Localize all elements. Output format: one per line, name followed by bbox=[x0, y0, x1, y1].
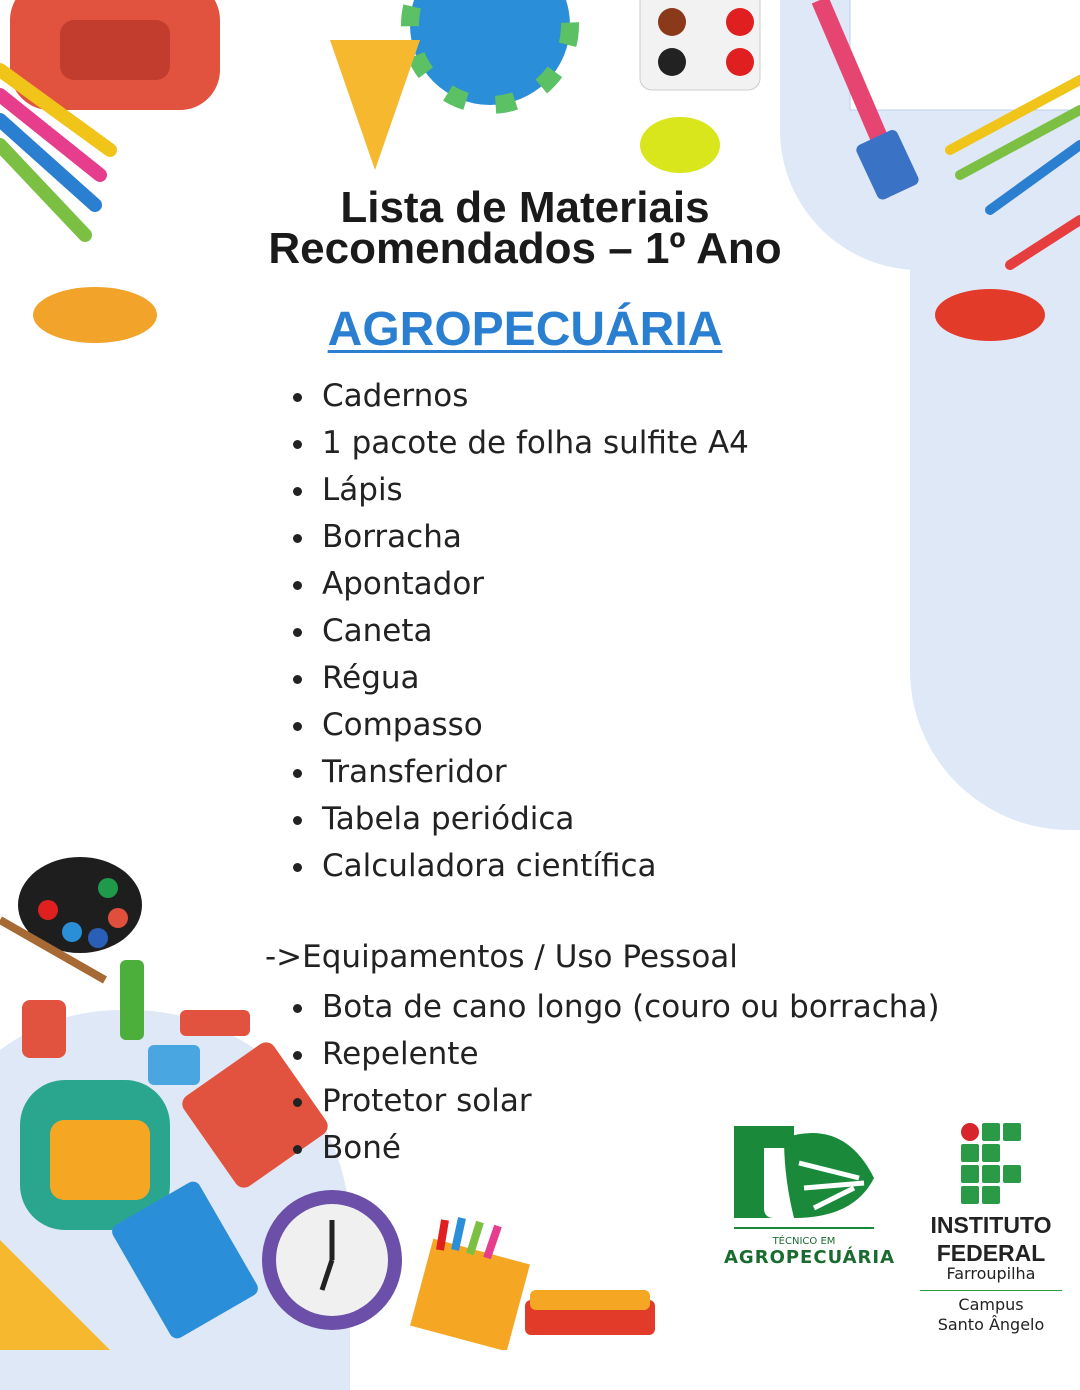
list-item: Compasso bbox=[290, 702, 749, 749]
list-item: Bota de cano longo (couro ou borracha) bbox=[290, 984, 940, 1031]
list-item: Cadernos bbox=[290, 373, 749, 420]
list-item: Protetor solar bbox=[290, 1078, 940, 1125]
if-name-line-2: FEDERAL bbox=[936, 1240, 1046, 1266]
page-title-line-2: Recomendados – 1º Ano bbox=[268, 224, 782, 273]
tecnico-agropecuaria-logo bbox=[724, 1118, 896, 1268]
list-item: Calculadora científica bbox=[290, 843, 749, 890]
list-item: Borracha bbox=[290, 514, 749, 561]
list-item: 1 pacote de folha sulfite A4 bbox=[290, 420, 749, 467]
list-item: Boné bbox=[290, 1125, 940, 1172]
logo-caption: TÉCNICO EM bbox=[772, 1236, 836, 1247]
list-item: Régua bbox=[290, 655, 749, 702]
list-item: Transferidor bbox=[290, 749, 749, 796]
list-item: Caneta bbox=[290, 608, 749, 655]
list-item: Lápis bbox=[290, 467, 749, 514]
if-name-line-1: INSTITUTO bbox=[930, 1212, 1052, 1238]
campus-name: Santo Ângelo bbox=[937, 1315, 1045, 1334]
instituto-federal-logo bbox=[920, 1122, 1062, 1335]
if-name-line-3: Farroupilha bbox=[946, 1264, 1036, 1283]
campus-label: Campus bbox=[958, 1295, 1024, 1314]
course-subtitle: AGROPECUÁRIA bbox=[327, 303, 723, 356]
logo-name: AGROPECUÁRIA bbox=[724, 1247, 896, 1268]
page-title-line-1: Lista de Materiais bbox=[340, 183, 710, 232]
list-item: Apontador bbox=[290, 561, 749, 608]
if-grid-icon bbox=[960, 1122, 1022, 1204]
list-item: Tabela periódica bbox=[290, 796, 749, 843]
if-divider bbox=[920, 1290, 1062, 1291]
list-item: Repelente bbox=[290, 1031, 940, 1078]
leaf-emblem-icon bbox=[724, 1118, 884, 1230]
equipment-heading: ->Equipamentos / Uso Pessoal bbox=[265, 939, 738, 975]
materials-list bbox=[290, 373, 749, 890]
